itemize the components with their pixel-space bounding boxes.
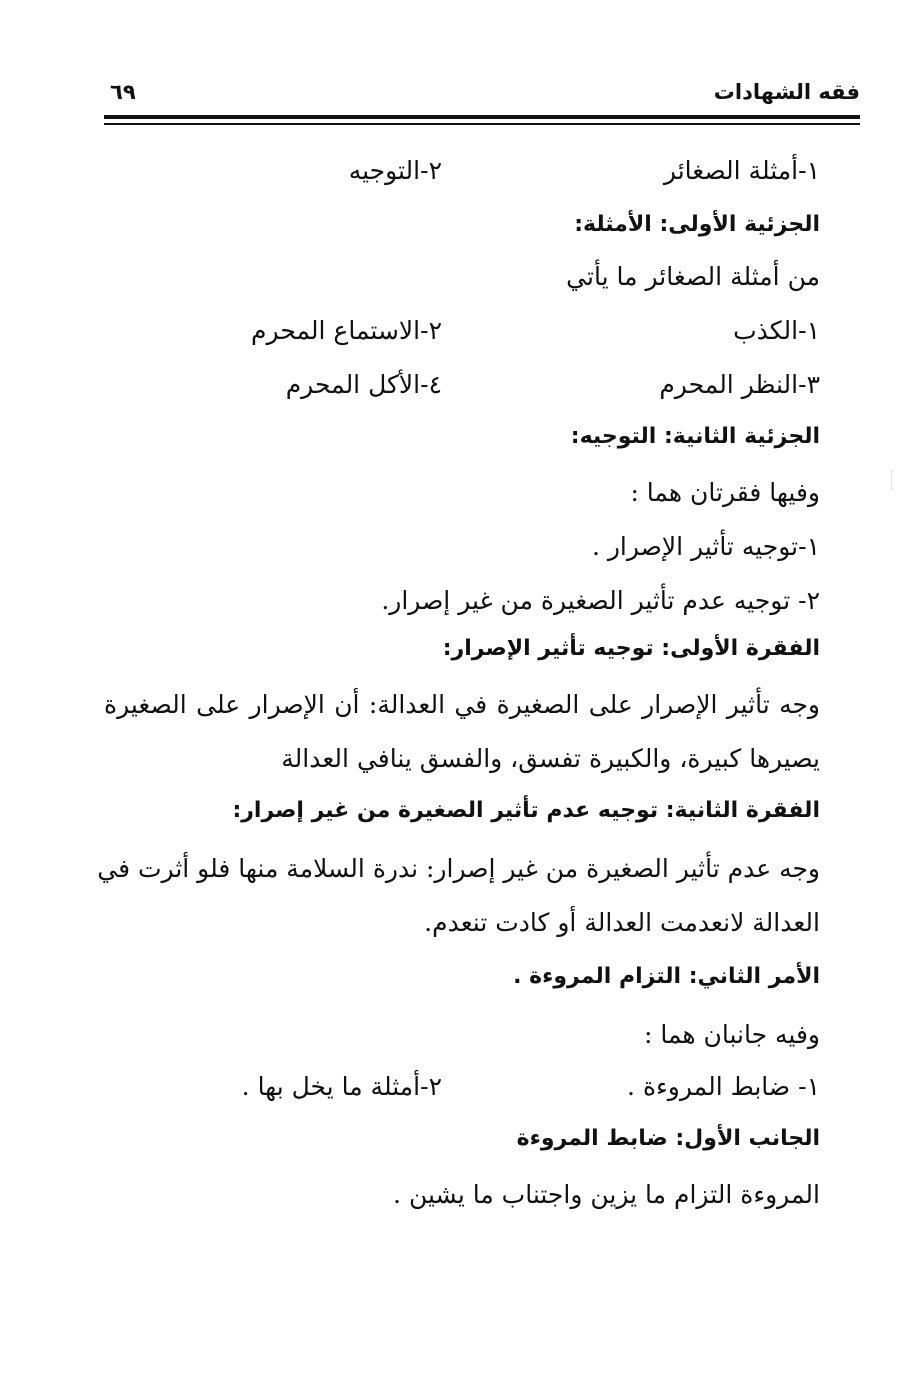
- section-heading-clause-one: الفقرة الأولى: توجيه تأثير الإصرار:: [442, 636, 820, 661]
- paragraph-two-clauses: وفيها فقرتان هما :: [630, 478, 820, 507]
- list-item-chivalry-criterion: ١- ضابط المروءة .: [627, 1072, 820, 1101]
- margin-mark: [881, 470, 892, 490]
- list-item-guidance: ٢-التوجيه: [348, 156, 442, 185]
- paragraph-chivalry-definition: المروءة التزام ما يزين واجتناب ما يشين .: [393, 1180, 820, 1209]
- running-title: فقه الشهادات: [713, 80, 860, 104]
- section-heading-examples: الجزئية الأولى: الأمثلة:: [574, 212, 820, 237]
- paragraph-clause-one-line2: يصيرها كبيرة، والكبيرة تفسق، والفسق ينافي العدالة: [281, 744, 820, 773]
- list-item-persistence-effect: ١-توجيه تأثير الإصرار .: [591, 532, 820, 561]
- paragraph-clause-one-line1: وجه تأثير الإصرار على الصغيرة في العدالة: أن الإصرار على الصغيرة: [104, 690, 820, 719]
- paragraph-examples-intro: من أمثلة الصغائر ما يأتي: [566, 262, 820, 291]
- paragraph-two-aspects: وفيه جانبان هما :: [643, 1020, 820, 1049]
- list-item-forbidden-looking: ٣-النظر المحرم: [659, 370, 820, 399]
- page-number: ٦٩: [110, 80, 136, 104]
- list-item-forbidden-listening: ٢-الاستماع المحرم: [251, 316, 442, 345]
- section-heading-clause-two: الفقرة الثانية: توجيه عدم تأثير الصغيرة من غير إصرار:: [232, 798, 820, 823]
- list-item-lying: ١-الكذب: [733, 316, 820, 345]
- paragraph-clause-two-line1: وجه عدم تأثير الصغيرة من غير إصرار: ندرة السلامة منها فلو أثرت في: [97, 854, 820, 883]
- list-item-violations-examples: ٢-أمثلة ما يخل بها .: [241, 1072, 442, 1101]
- page-header: [104, 80, 860, 116]
- header-rule-thick: [104, 115, 860, 119]
- section-heading-guidance: الجزئية الثانية: التوجيه:: [570, 424, 820, 449]
- header-rule-thin: [104, 123, 860, 125]
- section-heading-second-matter: الأمر الثاني: التزام المروءة .: [513, 964, 820, 989]
- paragraph-clause-two-line2: العدالة لانعدمت العدالة أو كادت تنعدم.: [424, 908, 820, 937]
- list-item-forbidden-eating: ٤-الأكل المحرم: [285, 370, 442, 399]
- section-heading-aspect-one: الجانب الأول: ضابط المروءة: [516, 1126, 820, 1151]
- list-item-small-sins-examples: ١-أمثلة الصغائر: [663, 156, 820, 185]
- list-item-no-persistence-effect: ٢- توجيه عدم تأثير الصغيرة من غير إصرار.: [381, 586, 820, 615]
